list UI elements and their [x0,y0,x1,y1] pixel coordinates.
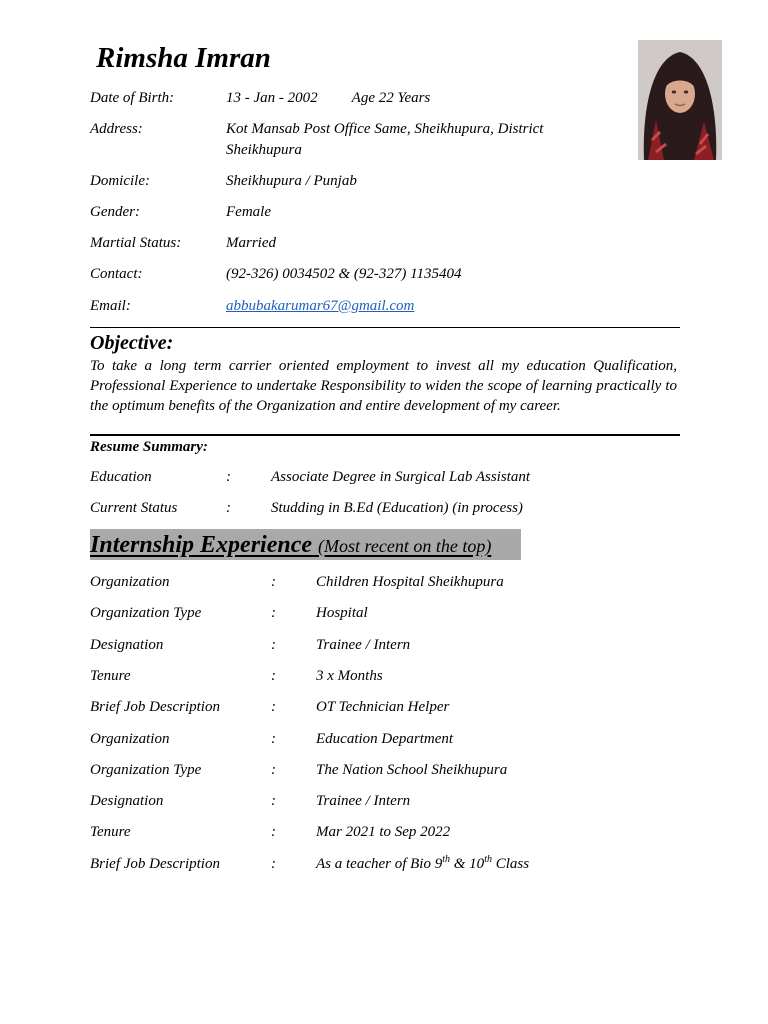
internship-colon: : [271,668,276,684]
domicile-value: Sheikhupura / Punjab [226,173,357,189]
internship-value: Trainee / Intern [316,637,411,653]
divider-top [90,327,680,328]
dob-value: 13 - Jan - 2002 [226,90,318,106]
internship-value: OT Technician Helper [316,699,450,715]
internship-label: Organization Type [90,605,202,621]
internship-colon: : [271,637,276,653]
internship-label: Organization [90,574,170,590]
internship-label: Organization Type [90,762,202,778]
email-label: Email: [90,298,131,314]
value-part: Class [491,856,530,872]
internship-label: Brief Job Description [90,856,220,872]
marital-value: Married [226,235,276,251]
ordinal-suffix: th [484,854,492,865]
internship-colon: : [271,699,276,715]
internship-value: The Nation School Sheikhupura [316,762,508,778]
internship-label: Tenure [90,824,131,840]
email-link[interactable]: abbubakarumar67@gmail.com [226,298,415,314]
internship-colon: : [271,605,276,621]
contact-label: Contact: [90,266,143,282]
internship-label: Tenure [90,668,131,684]
internship-subheading: (Most recent on the top) [318,536,492,556]
summary-status-value: Studding in B.Ed (Education) (in process) [271,500,523,516]
internship-colon: : [271,731,276,747]
dob-value-wrap [226,88,606,109]
internship-colon: : [271,824,276,840]
internship-colon: : [271,856,276,872]
candidate-name: Rimsha Imran [96,42,271,74]
dob-label: Date of Birth: [90,90,175,106]
marital-label: Martial Status: [90,235,182,251]
internship-label: Brief Job Description [90,699,220,715]
internship-colon: : [271,574,276,590]
address-label: Address: [90,121,143,137]
summary-education-label: Education [90,469,152,485]
profile-photo-image [638,40,722,160]
internship-label: Designation [90,637,164,653]
internship-value: Mar 2021 to Sep 2022 [316,824,451,840]
summary-colon: : [226,500,231,516]
internship-label: Organization [90,731,170,747]
address-value: Kot Mansab Post Office Same, Sheikhupura, District Sheikhupura [226,121,544,158]
contact-value: (92-326) 0034502 & (92-327) 1135404 [226,266,462,282]
value-part: & 10 [450,856,485,872]
internship-value: Education Department [316,731,454,747]
objective-text: To take a long term carrier oriented employment to invest all my education Qualification, Professional Experience to undertake Responsibility to widen the scope of learning practically to the optimum benefits of the Organization and entire development of my career. [90,358,677,414]
age-value: Age 22 Years [351,90,431,106]
gender-label: Gender: [90,204,140,220]
internship-value [316,854,676,875]
gender-value: Female [226,204,271,220]
divider-objective [90,434,680,436]
domicile-label: Domicile: [90,173,150,189]
summary-colon: : [226,469,231,485]
internship-value: Trainee / Intern [316,793,411,809]
profile-photo [638,40,722,160]
internship-value: 3 x Months [316,668,383,684]
summary-heading: Resume Summary: [90,439,208,455]
internship-label: Designation [90,793,164,809]
internship-value: Children Hospital Sheikhupura [316,574,504,590]
internship-heading-text: Internship Experience [90,532,313,558]
internship-colon: : [271,762,276,778]
internship-colon: : [271,793,276,809]
objective-heading: Objective: [90,332,174,354]
value-part: As a teacher of Bio 9 [316,856,443,872]
summary-education-value: Associate Degree in Surgical Lab Assistant [271,469,531,485]
summary-status-label: Current Status [90,500,178,516]
ordinal-suffix: th [442,854,451,865]
internship-heading [90,531,491,560]
email-value-wrap [226,296,606,317]
internship-value: Hospital [316,605,368,621]
